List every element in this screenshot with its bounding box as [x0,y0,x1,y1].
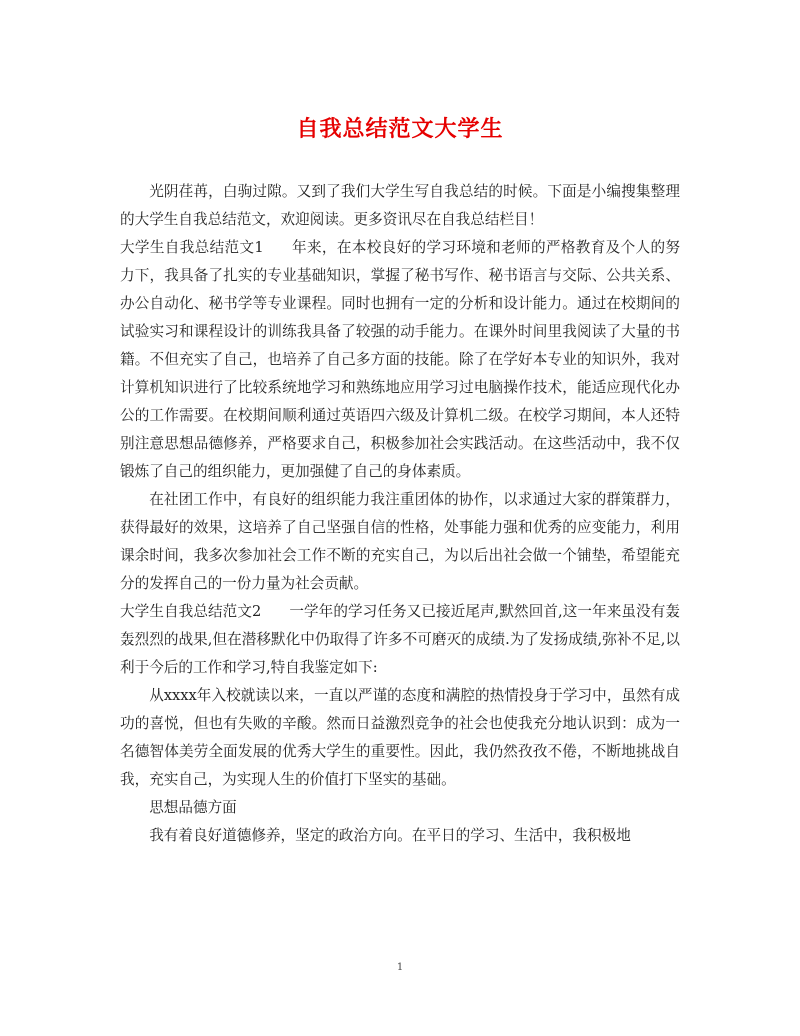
section-1-text: 年来，在本校良好的学习环境和老师的严格教育及个人的努力下，我具备了扎实的专业基础知识，掌握了秘书写作、秘书语言与交际、公共关系、办公自动化、秘书学等专业课程。同时也拥有一定的分析和设计能力。通过在校期间的试验实习和课程设计的训练我具备了较强的动手能力。在课外时间里我阅读了大量的书籍。不但充实了自己，也培养了自己多方面的技能。除了在学好本专业的知识外，我对计算机知识进行了比较系统地学习和熟练地应用学习过电脑操作技术，能适应现代化办公的工作需要。在校期间顺利通过英语四六级及计算机二级。在校学习期间，本人还特别注意思想品德修养，严格要求自己，积极参加社会实践活动。在这些活动中，我不仅锻炼了自己的组织能力，更加强健了自己的身体素质。 [120,239,680,480]
section-2-paragraph-2: 从xxxx年入校就读以来，一直以严谨的态度和满腔的热情投身于学习中，虽然有成功的喜悦，但也有失败的辛酸。然而日益激烈竞争的社会也使我充分地认识到：成为一名德智体美劳全面发展的优秀大学生的重要性。因此，我仍然孜孜不倦，不断地挑战自我，充实自己，为实现人生的价值打下坚实的基础。 [120,687,680,788]
section-1-paragraph-2: 在社团工作中，有良好的组织能力我注重团体的协作，以求通过大家的群策群力，获得最好的效果，这培养了自己坚强自信的性格，处事能力强和优秀的应变能力，利用课余时间，我多次参加社会工作不断的充实自己，为以后出社会做一个铺垫，希望能充分的发挥自己的一份力量为社会贡献。 [120,491,680,592]
page-number: 1 [396,962,404,973]
section-2-subheading: 思想品德方面 [149,799,237,816]
section-2-paragraph-3: 我有着良好道德修养，坚定的政治方向。在平日的学习、生活中，我积极地 [149,827,631,844]
document-title: 自我总结范文大学生 [296,116,504,142]
section-2-paragraph [120,598,680,682]
section-2-heading: 大学生自我总结范文2 [120,603,262,620]
section-1-heading: 大学生自我总结范文1 [120,239,264,256]
intro-paragraph: 光阴荏苒，白驹过隙。又到了我们大学生写自我总结的时候。下面是小编搜集整理的大学生自我总结范文，欢迎阅读。更多资讯尽在自我总结栏目！ [120,183,680,228]
section-1-paragraph [120,234,680,486]
section-2-text: 一学年的学习任务又已接近尾声,默然回首,这一年来虽没有轰轰烈烈的战果,但在潜移默化中仍取得了许多不可磨灭的成绩.为了发扬成绩,弥补不足,以利于今后的工作和学习,特自我鉴定如下: [120,603,680,676]
document-body [120,178,680,850]
